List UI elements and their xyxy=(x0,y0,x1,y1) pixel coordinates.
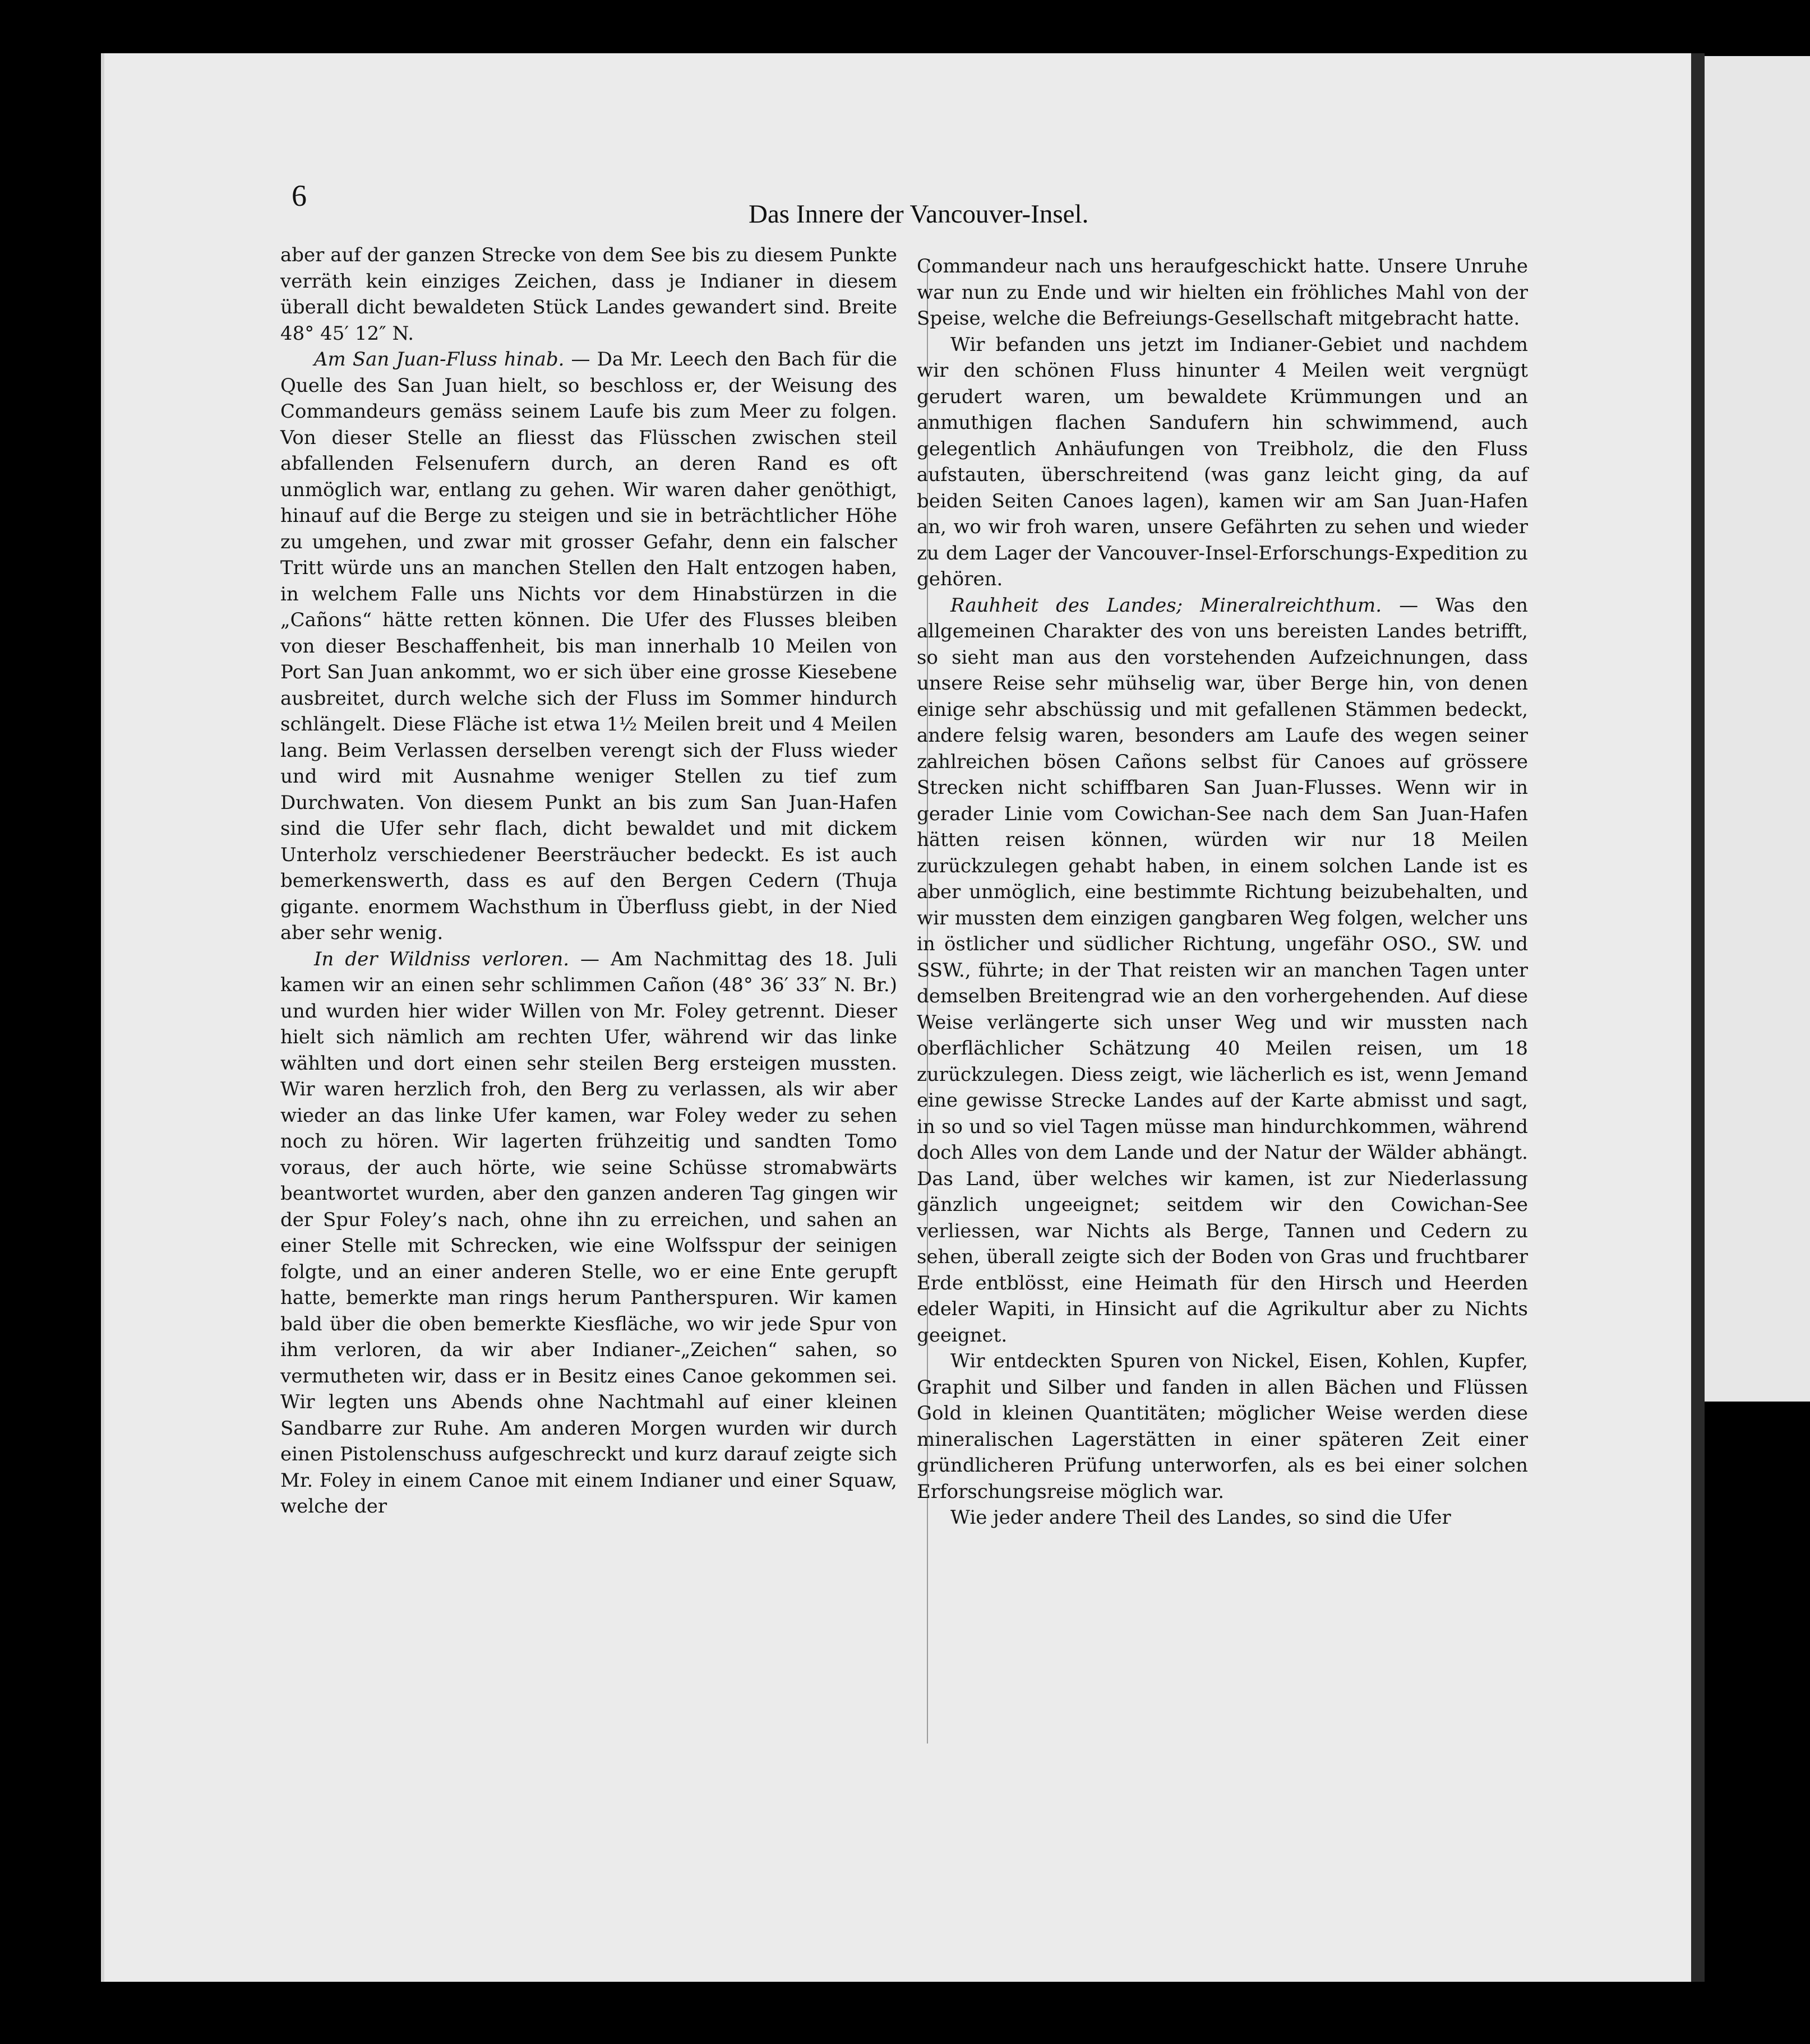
paragraph xyxy=(280,946,897,1520)
paragraph: Wie jeder andere Theil des Landes, so sind die Ufer xyxy=(950,1506,1451,1529)
paragraph: Wir entdeckten Spuren von Nickel, Eisen, Kohlen, Kupfer, Graphit und Silber und fanden in allen Bächen und Flüssen Gold in kleinen Quantitäten; möglicher Weise werden diese mineralischen Lagerstätten in einer späteren Zeit einer gründlicheren Prüfung unterworfen, als es bei einer solchen Erforschungsreise möglich war. xyxy=(917,1350,1528,1503)
paragraph: Wir befanden uns jetzt im Indianer-Gebiet und nachdem wir den schönen Fluss hinunter 4 Meilen weit vergnügt gerudert waren, um bewaldete Krümmungen und an anmuthigen flachen Sandufern hin schwimmend, auch gelegentlich Anhäufungen von Treibholz, die den Fluss aufstauten, überschreitend (was ganz leicht ging, da auf beiden Seiten Canoes lagen), kamen wir am San Juan-Hafen an, wo wir froh waren, unsere Gefährten zu sehen und wieder zu dem Lager der Vancouver-Insel-Erforschungs-Expedition zu gehören. xyxy=(917,333,1528,590)
section-heading: In der Wildniss verloren. xyxy=(314,947,570,970)
paragraph-body: — Was den allgemeinen Charakter des von uns bereisten Landes betrifft, so sieht man aus den vorstehenden Aufzeichnungen, dass unsere Reise sehr mühselig war, über Berge hin, von denen einige sehr abschüssig und mit gefallenen Stämmen bedeckt, andere felsig waren, besonders am Laufe des wegen seiner zahlreichen bösen Cañons selbst für Canoes auf grössere Strecken nicht schiffbaren San Juan-Flusses. Wenn wir in gerader Linie vom Cowichan-See nach dem San Juan-Hafen hätten reisen können, würden wir nur 18 Meilen zurückzulegen gehabt haben, in einem solchen Lande ist es aber unmöglich, eine bestimmte Richtung beizubehalten, und wir mussten dem einzigen gangbaren Weg folgen, welcher uns in östlicher und südlicher Richtung, ungefähr OSO., SW. und SSW., führte; in der That reisten wir an manchen Tagen unter demselben Breitengrad wie an den vorhergehenden. Auf diese Weise verlängerte sich unser Weg und wir mussten nach oberflächlicher Schätzung 40 Meilen reisen, um 18 zurückzulegen. Diess zeigt, wie lächerlich es ist, wenn Jemand eine gewisse Strecke Landes auf der Karte abmisst und sagt, in so und so viel Tagen müsse man hindurchkommen, während doch Alles von dem Lande und der Natur der Wälder abhängt. Das Land, über welches wir kamen, ist zur Niederlassung gänzlich ungeeignet; seitdem wir den Cowichan-See verliessen, war Nichts als Berge, Tannen und Cedern zu sehen, überall zeigte sich der Boden von Gras und fruchtbarer Erde entblösst, eine Heimath für den Hirsch und Heerden edeler Wapiti, in Hinsicht auf die Agrikultur aber zu Nichts geeignet. xyxy=(917,594,1529,1347)
paragraph-body: — Am Nachmittag des 18. Juli kamen wir an einen sehr schlimmen Cañon (48° 36′ 33″ N. Br.) und wurden hier wider Willen von Mr. Foley getrennt. Dieser hielt sich nämlich am rechten Ufer, während wir das linke wählten und dort einen sehr steilen Berg ersteigen mussten. Wir waren herzlich froh, den Berg zu verlassen, als wir aber wieder an das linke Ufer kamen, war Foley weder zu sehen noch zu hören. Wir lagerten frühzeitig und sandten Tomo voraus, der auch hörte, wie seine Schüsse stromabwärts beantwortet wurden, aber den ganzen anderen Tag gingen wir der Spur Foley’s nach, ohne ihn zu erreichen, und sahen an einer Stelle mit Schrecken, wie eine Wolfsspur der seinigen folgte, und an einer anderen Stelle, wo er eine Ente gerupft hatte, bemerkte man rings herum Pantherspuren. Wir kamen bald über die oben bemerkte Kiesfläche, wo wir jede Spur von ihm verloren, da wir aber Indianer-„Zeichen“ sahen, so vermutheten wir, dass er in Besitz eines Canoe gekommen sei. Wir legten uns Abends ohne Nachtmahl auf einer kleinen Sandbarre zur Ruhe. Am anderen Morgen wurden wir durch einen Pistolenschuss aufgeschreckt und kurz darauf zeigte sich Mr. Foley in einem Canoe mit einem Indianer und einer Squaw, welche der xyxy=(280,947,897,1518)
next-page-edge xyxy=(1705,56,1810,1402)
paragraph xyxy=(280,346,897,946)
right-column xyxy=(917,253,1528,1531)
paragraph xyxy=(917,593,1528,1349)
paragraph: aber auf der ganzen Strecke von dem See bis zu diesem Punkte verräth kein einziges Zeichen, dass je Indianer in diesem überall dicht bewaldeten Stück Landes gewandert sind. Breite 48° 45′ 12″ N. xyxy=(280,244,897,345)
paragraph-body: — Da Mr. Leech den Bach für die Quelle des San Juan hielt, so beschloss er, der Weisung des Commandeurs gemäss seinem Laufe bis zum Meer zu folgen. Von dieser Stelle an fliesst das Flüsschen zwischen steil abfallenden Felsenufern durch, an deren Rand es oft unmöglich war, entlang zu gehen. Wir waren daher genöthigt, hinauf auf die Berge zu steigen und sie in beträchtlicher Höhe zu umgehen, und zwar mit grosser Gefahr, denn ein falscher Tritt würde uns an manchen Stellen den Halt entzogen haben, in welchem Falle uns Nichts vor dem Hinabstürzen in die „Cañons“ hätte retten können. Die Ufer des Flusses bleiben von dieser Beschaffenheit, bis man innerhalb 10 Meilen von Port San Juan ankommt, wo er sich über eine grosse Kiesebene ausbreitet, durch welche sich der Fluss im Sommer hindurch schlängelt. Diese Fläche ist etwa 1½ Meilen breit und 4 Meilen lang. Beim Verlassen derselben verengt sich der Fluss wieder und wird mit Ausnahme weniger Stellen zu tief zum Durchwaten. Von diesem Punkt an bis zum San Juan-Hafen sind die Ufer sehr flach, dicht bewaldet und mit dickem Unterholz verschiedener Beersträucher bedeckt. Es ist auch bemerkenswerth, dass es auf den Bergen Cedern (Thuja gigante. enormem Wachsthum in Überfluss giebt, in der Nied aber sehr wenig. xyxy=(280,348,897,944)
running-head: Das Innere der Vancouver-Insel. xyxy=(749,200,1089,229)
section-heading: Rauhheit des Landes; Mineralreichthum. xyxy=(950,594,1382,617)
page-number: 6 xyxy=(292,179,307,212)
paragraph: Commandeur nach uns heraufgeschickt hatte. Unsere Unruhe war nun zu Ende und wir hielten ein fröhliches Mahl von der Speise, welche die Befreiungs-Gesellschaft mitgebracht hatte. xyxy=(917,255,1528,330)
section-heading: Am San Juan-Fluss hinab. xyxy=(314,348,565,371)
left-column xyxy=(280,242,897,1520)
